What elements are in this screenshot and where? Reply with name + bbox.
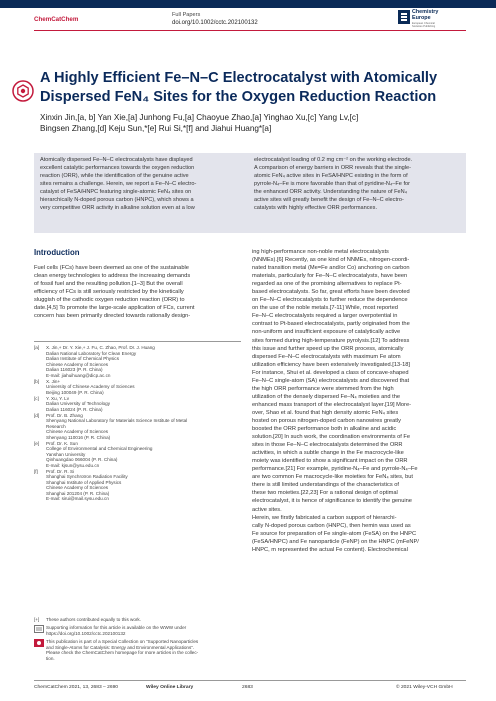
email-link[interactable]: E-mail: kjsun@ysu.edu.cn: [46, 462, 100, 468]
affiliation-e: [e] Prof. Dr. K. Sun College of Environmental and Chemical Engineering Yanshan University Qinhuangdao 066004 (P. R. China) E-mail: kjsun@ysu.edu.cn: [34, 440, 153, 468]
header-band: [0, 0, 496, 8]
special-collection-badge-icon: [12, 80, 34, 102]
article-title: A Highly Efficient Fe–N–C Electrocatalyst with Atomically Dispersed FeN₄ Sites for the Oxygen Reduction Reaction: [40, 70, 438, 105]
affiliation-c: [c] Y. Xu, Y. Lv Dalian University of Technology Dalian 116024 (P. R. China): [34, 395, 111, 412]
body-left-column: Fuel cells (FCs) have been deemed as one of the sustainable clean energy technologies to address the increasing demands of fossil fuel and the resulting pollution.[1–3] But the overall efficiency of FCs is still seriously restricted by the kinetically sluggish of the cathodic oxygen reduction reaction (ORR) to date.[4,5] To promote the large-scale application of FCs, current concern has been primarily directed towards rationally design-: [34, 265, 195, 320]
section-heading-introduction: Introduction: [34, 248, 80, 257]
affiliation-f: [f] Prof. Dr. R. Si Shanghai Synchrotron Radiation Facility Shanghai Institute of Applied Physics Chinese Academy of Sciences Shanghai 201204 (P. R. China) E-mail: sirui@mail.sysu.edu.cn: [34, 468, 128, 502]
logo-subtext: European Chemical Societies Publishing: [412, 22, 436, 28]
equal-contribution-note: [+] These authors contributed equally to this work.: [34, 617, 141, 622]
supporting-info-link[interactable]: https://doi.org/10.1002/cctc.202100132: [46, 630, 126, 636]
email-link[interactable]: E-mail: sirui@mail.sysu.edu.cn: [46, 496, 109, 502]
footer-copyright: © 2021 Wiley-VCH GmbH: [396, 685, 453, 690]
supporting-information-icon: [34, 625, 44, 633]
affiliation-divider: [34, 341, 241, 342]
author-list: Xinxin Jin,[a, b] Yan Xie,[a] Junhong Fu,[a] Chaoyue Zhao,[a] Yinghao Xu,[c] Yang Lv,[c] Bingsen Zhang,[d] Keju Sun,*[e] Rui Si,*[f] and Jiahui Huang*[a]: [40, 113, 359, 134]
footer-rule: [34, 680, 466, 681]
special-collection-note: This publication is part of a Special Collection on “Supported Nanoparticles and Single-Atoms for Catalysis: Energy and Environmental Applications”. Please check the ChemCatChem homepage for more articles in the collec- tion.: [34, 639, 244, 661]
paper-type: Full Papers: [172, 12, 201, 18]
chemistry-europe-icon: [398, 10, 410, 24]
supporting-info-note: Supporting information for this article is available on the WWW under https://doi.org/10.1002/cctc.202100132: [34, 625, 244, 636]
footer-citation: ChemCatChem 2021, 13, 2683 – 2690: [34, 685, 119, 690]
chemistry-europe-logo: [398, 9, 466, 29]
email-link[interactable]: E-mail: jiahuihuang@dicp.ac.cn: [46, 372, 111, 378]
header-rule: [34, 30, 466, 31]
affiliation-d: [d] Prof. Dr. B. Zhang Shenyang National Laboratory for Materials Science Institute of Metal Research Chinese Academy of Sciences Shenyang 110016 (P. R. China): [34, 412, 188, 440]
affiliation-b: [b] X. Jin+ University of Chinese Academy of Sciences Beijing 100049 (P. R. China): [34, 378, 135, 395]
article-doi[interactable]: doi.org/10.1002/cctc.202100132: [172, 20, 258, 26]
abstract-left-column: Atomically dispersed Fe–N–C electrocatalysts have displayed excellent catalytic performances towards the oxygen reduction reaction (ORR), while the identification of the genuine active sites remains a challenge. Herein, we report a Fe–N–C electro- catalyst of FeSA/HNPC featuring single-atomic FeN₄ sites on hierarchically N-doped porous carbon (HNPC), which shows a very competitive ORR activity in alkaline solution even at a low: [40, 157, 197, 212]
body-right-column: ing high-performance non-noble metal electrocatalysts (NNMEs).[6] Recently, as one kind of NNMEs, nitrogen-coordi- nated transition metal (Me=Fe and/or Co) anchoring on carbon materials, particularly for Fe–N–C electrocatalysts, have been regarded as one of the promising alternatives to replace Pt- based electrocatalysts. So far, great efforts have been devoted on Fe–N–C electrocatalysts to further reduce the dependence on the use of the noble metals.[7‑11] While, most reported Fe–N–C electrocatalysts required a larger overpotential in contrast to Pt-based electrocatalysts, partly originated from the non-uniform and insufficient exposure of catalytically active sites formed during high-temperature pyrolysis.[12] To address this issue and further speed up the ORR process, atomically dispersed Fe–N–C electrocatalysts with maximum Fe atom utilization efficiency have been extensively investigated.[13‑18] For instance, Shui et al. developed a class of concave-shaped Fe–N–C single-atom (SA) electrocatalysts and discovered that the high ORR performance were stemmed from the high utilization of the densely dispersed Fe–N₄ moieties and the enhanced mass transport of the electrocatalyst layer.[19] More- over, Shao et al. found that high density atomic FeN₄ sites hosted on porous nitrogen-doped carbon nanowires greatly boosted the ORR performance both in alkaline and acidic solution.[20] In such work, the coordination environments of Fe sites in those Fe–N–C electrocatalysts determined the ORR activities, in which a subtle change in the Fe macrocycle-like moiety was identified to show a significant impact on the ORR performance.[21] For example, pyridine-N₄–Fe and pyrrole-N₄–Fe are two common Fe macrocycle-like moieties for FeN₄ sites, but there is still limited understandings of the characteristics of these two moieties.[22,23] For a rational design of optimal electrocatalyst, it is hence of significance to identify the genuine active sites. Herein, we firstly fabricated a carbon support of hierarchi- cally N-doped porous carbon (HNPC), then hemin was used as Fe source for preparation of Fe single-atom (FeSA) on the HNPC (FeSA/HNPC) and Fe nanoparticle (FeNP) on the HNPC (mFeNP/ HNPC, m represented the actual Fe content). Electrochemical: [252, 249, 419, 553]
journal-name[interactable]: ChemCatChem: [34, 16, 79, 23]
logo-text: Chemistry Europe: [412, 9, 439, 21]
wiley-online-library-link[interactable]: Wiley Online Library: [146, 685, 194, 690]
affiliation-a: [a] X. Jin,+ Dr. Y. Xie,+ J. Fu, C. Zhao, Prof. Dr. J. Huang Dalian National Laboratory for Clean Energy Dalian Institute of Chemical Physics Chinese Academy of Sciences Dalian 116023 (P. R. China) E-mail: jiahuihuang@dicp.ac.cn: [34, 345, 155, 378]
affiliation-list: [34, 345, 244, 503]
special-collection-icon: [34, 639, 44, 647]
page-number: 2683: [242, 685, 253, 690]
abstract-right-column: electrocatalyst loading of 0.2 mg cm⁻² on the working electrode. A comparison of energy barriers in ORR reveals that the single- atomic FeN₄ active sites in FeSA/HNPC existing in the form of pyrrole-N₄–Fe is more favorable than that of pyridine-N₄–Fe for the enhanced ORR activity. Understanding the nature of FeN₄ active sites will greatly benefit the design of Fe–N–C electro- catalysts with highly effective ORR performances.: [254, 157, 413, 212]
